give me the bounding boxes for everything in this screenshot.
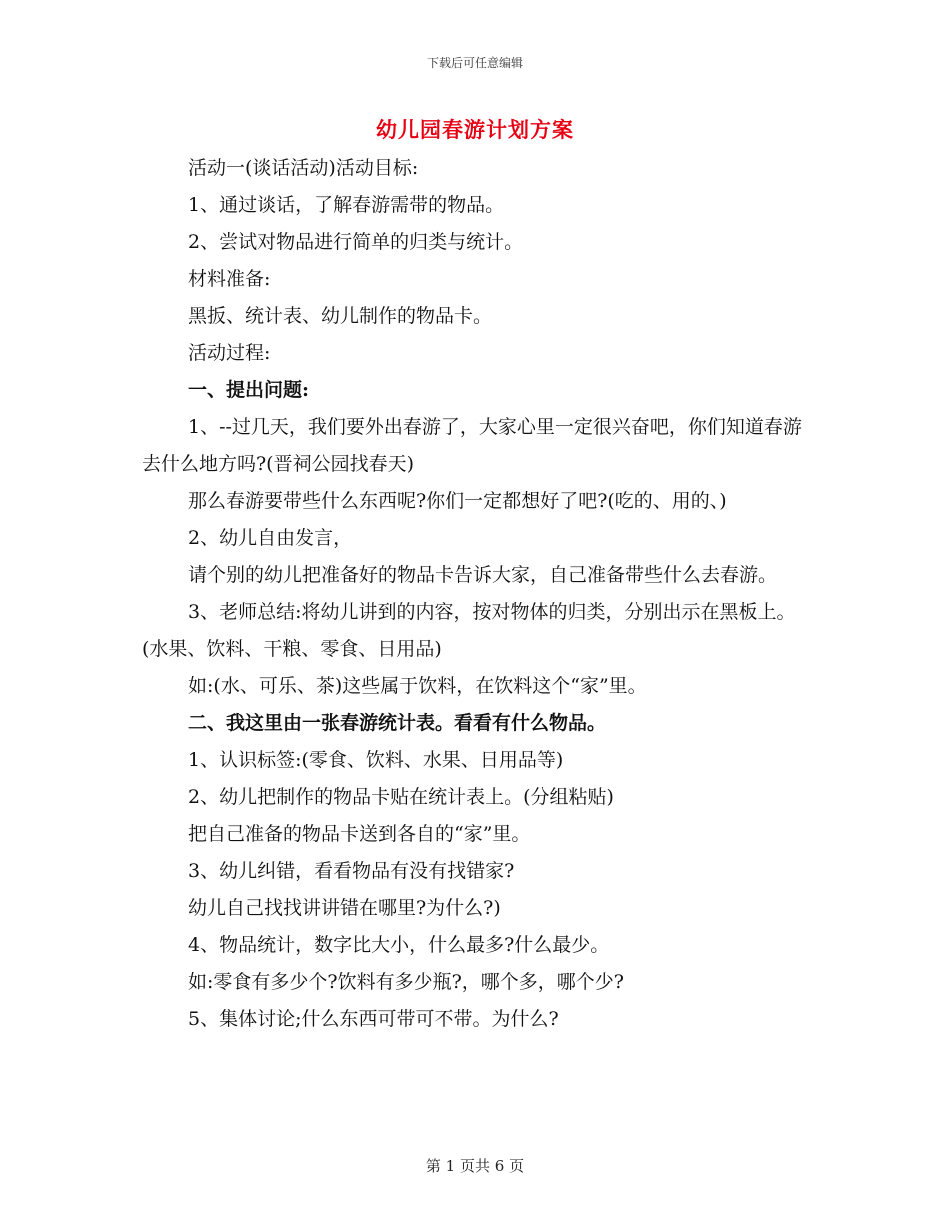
document-title: 幼儿园春游计划方案	[376, 117, 574, 142]
paragraph: 1、通过谈话，了解春游需带的物品。	[188, 194, 505, 216]
paragraph: 活动一(谈话活动)活动目标:	[188, 157, 419, 179]
paragraph: 3、老师总结:将幼儿讲到的内容，按对物体的归类，分别出示在黑板上。(水果、饮料、干粮、零食、日用品)	[142, 601, 796, 660]
document-body	[142, 150, 812, 1038]
paragraph: 请个别的幼儿把准备好的物品卡告诉大家，自己准备带些什么去春游。	[188, 564, 778, 586]
paragraph: 材料准备:	[188, 268, 271, 290]
paragraph: 1、认识标签:(零食、饮料、水果、日用品等)	[188, 749, 564, 771]
paragraph: 活动过程:	[188, 342, 271, 364]
section-heading: 一、提出问题:	[188, 379, 310, 401]
paragraph: 3、幼儿纠错，看看物品有没有找错家?	[188, 860, 515, 882]
paragraph: 把自己准备的物品卡送到各自的“家”里。	[188, 823, 531, 845]
header-note: 下载后可任意编辑	[426, 56, 523, 70]
paragraph: 1、--过几天，我们要外出春游了，大家心里一定很兴奋吧，你们知道春游去什么地方吗?(晋祠公园找春天)	[142, 416, 802, 475]
paragraph: 黑扳、统计表、幼儿制作的物品卡。	[188, 305, 493, 327]
paragraph: 如:(水、可乐、茶)这些属于饮料，在饮料这个“家”里。	[188, 675, 647, 697]
paragraph: 那么春游要带些什么东西呢?你们一定都想好了吧?(吃的、用的、)	[188, 490, 727, 512]
page-footer: 第 1 页共 6 页	[425, 1157, 525, 1175]
paragraph: 5、集体讨论;什么东西可带可不带。为什么?	[188, 1008, 559, 1030]
paragraph: 2、尝试对物品进行简单的归类与统计。	[188, 231, 524, 253]
paragraph: 4、物品统计，数字比大小，什么最多?什么最少。	[188, 934, 610, 956]
paragraph: 如:零食有多少个?饮料有多少瓶?，哪个多，哪个少?	[188, 971, 624, 993]
paragraph: 2、幼儿自由发言，	[188, 527, 353, 549]
section-heading: 二、我这里由一张春游统计表。看看有什么物品。	[188, 712, 607, 734]
paragraph: 2、幼儿把制作的物品卡贴在统计表上。(分组粘贴)	[188, 786, 614, 808]
paragraph: 幼儿自己找找讲讲错在哪里?为什么?)	[188, 897, 501, 919]
